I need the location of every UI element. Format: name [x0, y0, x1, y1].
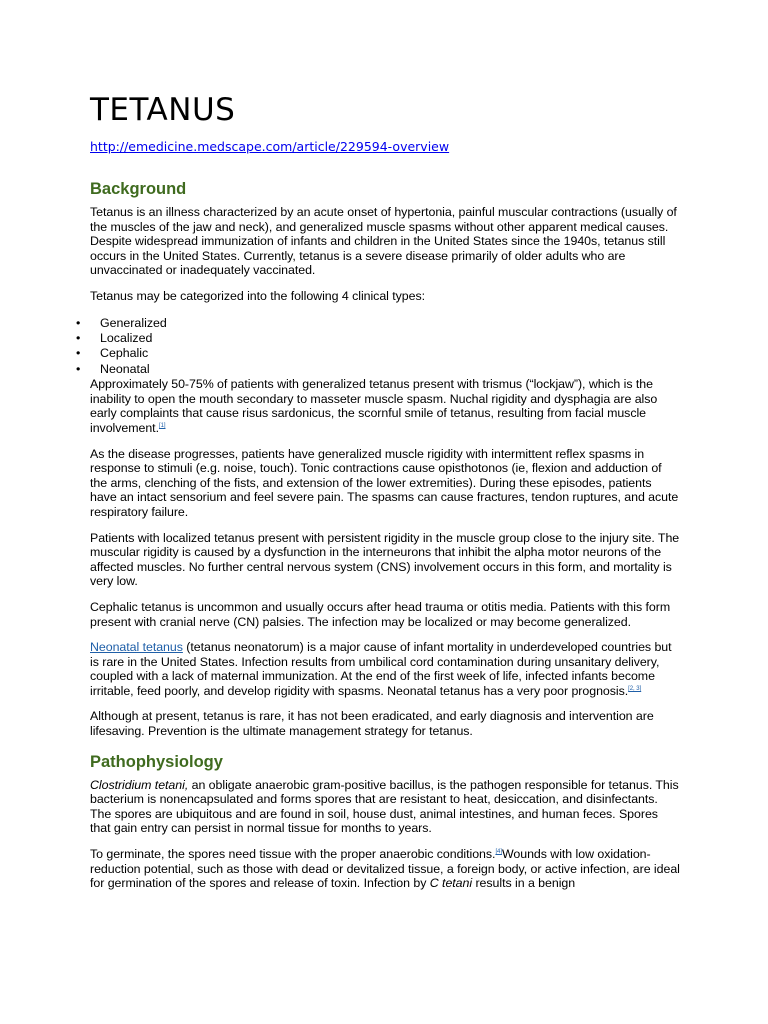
- bullet-icon: •: [76, 315, 81, 330]
- list-item: [0, 362, 680, 377]
- list-item: [0, 316, 680, 331]
- list-item-label: Neonatal: [100, 361, 150, 376]
- list-item-label: Localized: [100, 330, 153, 345]
- background-paragraph-6: Cephalic tetanus is uncommon and usually occurs after head trauma or otitis media. Patients with this form present with cranial nerve (CN) palsies. The infection may be localized or may become generalized.: [90, 599, 671, 629]
- background-paragraph-2: Tetanus may be categorized into the following 4 clinical types:: [90, 288, 426, 303]
- background-heading: Background: [90, 180, 187, 198]
- list-item-label: Generalized: [100, 315, 167, 330]
- list-item-label: Cephalic: [100, 346, 149, 361]
- paragraph-text: Wounds with low oxidation-reduction potential, such as those with dead or devitalized tissue, a foreign body, or active infection, are ideal for germination of the spores and release of toxin. Infection by: [90, 847, 680, 891]
- bullet-icon: •: [76, 361, 81, 376]
- pathophysiology-heading: Pathophysiology: [90, 752, 223, 771]
- italic-term: Clostridium tetani,: [90, 777, 189, 792]
- paragraph-text: (tetanus neonatorum) is a major cause of infant mortality in underdeveloped countries but is rare in the United States. Infection results from umbilical cord contamination during unsanitary delivery, coupled with a lack of maternal immunization. At the end of the first week of life, infected infants become irritable, feed poorly, and develop rigidity with spasms. Neonatal tetanus has a very poor prognosis.: [90, 640, 672, 698]
- list-item: [0, 346, 680, 361]
- article-body: [76, 180, 680, 891]
- clinical-types-list: [0, 316, 680, 378]
- source-url-link[interactable]: http://emedicine.medscape.com/article/229594-overview: [90, 139, 450, 154]
- paragraph-text: results in a benign: [472, 876, 576, 891]
- bullet-icon: •: [76, 330, 81, 345]
- background-paragraph-8: Although at present, tetanus is rare, it has not been eradicated, and early diagnosis and intervention are lifesaving. Prevention is the ultimate management strategy for tetanus.: [90, 709, 654, 739]
- paragraph-text: To germinate, the spores need tissue with the proper anaerobic conditions.: [90, 847, 496, 862]
- pathophysiology-paragraph-1: [90, 778, 680, 836]
- reference-link-4[interactable]: [4]: [495, 848, 502, 855]
- paragraph-text: Approximately 50-75% of patients with generalized tetanus present with trismus (“lockjaw”), which is the inability to open the mouth secondary to masseter muscle spasm. Nuchal rigidity and dysphagia are also early complaints that cause risus sardonicus, the scornful smile of tetanus, resulting from facial muscle involvement.: [90, 377, 658, 435]
- background-paragraph-1: Tetanus is an illness characterized by an acute onset of hypertonia, painful muscular contractions (usually of the muscles of the jaw and neck), and generalized muscle spasms without other apparent medical causes. Despite widespread immunization of infants and children in the United States since the 1940s, tetanus still occurs in the United States. Currently, tetanus is a severe disease primarily of older adults who are unvaccinated or inadequately vaccinated.: [90, 205, 677, 278]
- list-item: [0, 331, 680, 346]
- pathophysiology-paragraph-2: [90, 847, 680, 891]
- background-paragraph-7: [90, 640, 680, 698]
- neonatal-tetanus-link[interactable]: Neonatal tetanus: [90, 640, 183, 655]
- page-title: TETANUS: [90, 92, 236, 128]
- background-paragraph-5: Patients with localized tetanus present with persistent rigidity in the muscle group close to the injury site. The muscular rigidity is caused by a dysfunction in the interneurons that inhibit the alpha motor neurons of the affected muscles. No further central nervous system (CNS) involvement occurs in this form, and mortality is very low.: [90, 530, 680, 589]
- reference-link-2-3[interactable]: [2, 3]: [628, 685, 642, 692]
- paragraph-text: an obligate anaerobic gram-positive bacillus, is the pathogen responsible for tetanus. This bacterium is nonencapsulated and forms spores that are resistant to heat, desiccation, and disinfectants. The spores are ubiquitous and are found in soil, house dust, animal intestines, and human feces. Spores that gain entry can persist in normal tissue for months to years.: [90, 777, 679, 836]
- italic-term: C tetani: [429, 876, 473, 891]
- bullet-icon: •: [76, 346, 81, 361]
- background-paragraph-4: As the disease progresses, patients have generalized muscle rigidity with intermittent reflex spasms in response to stimuli (e.g. noise, touch). Tonic contractions cause opisthotonos (ie, flexion and adduction of the arms, clenching of the fists, and extension of the lower extremities). During these episodes, patients have an intact sensorium and feel severe pain. The spasms can cause fractures, tendon ruptures, and acute respiratory failure.: [90, 446, 679, 519]
- background-paragraph-3: [90, 377, 680, 435]
- reference-link-1[interactable]: [1]: [158, 422, 166, 429]
